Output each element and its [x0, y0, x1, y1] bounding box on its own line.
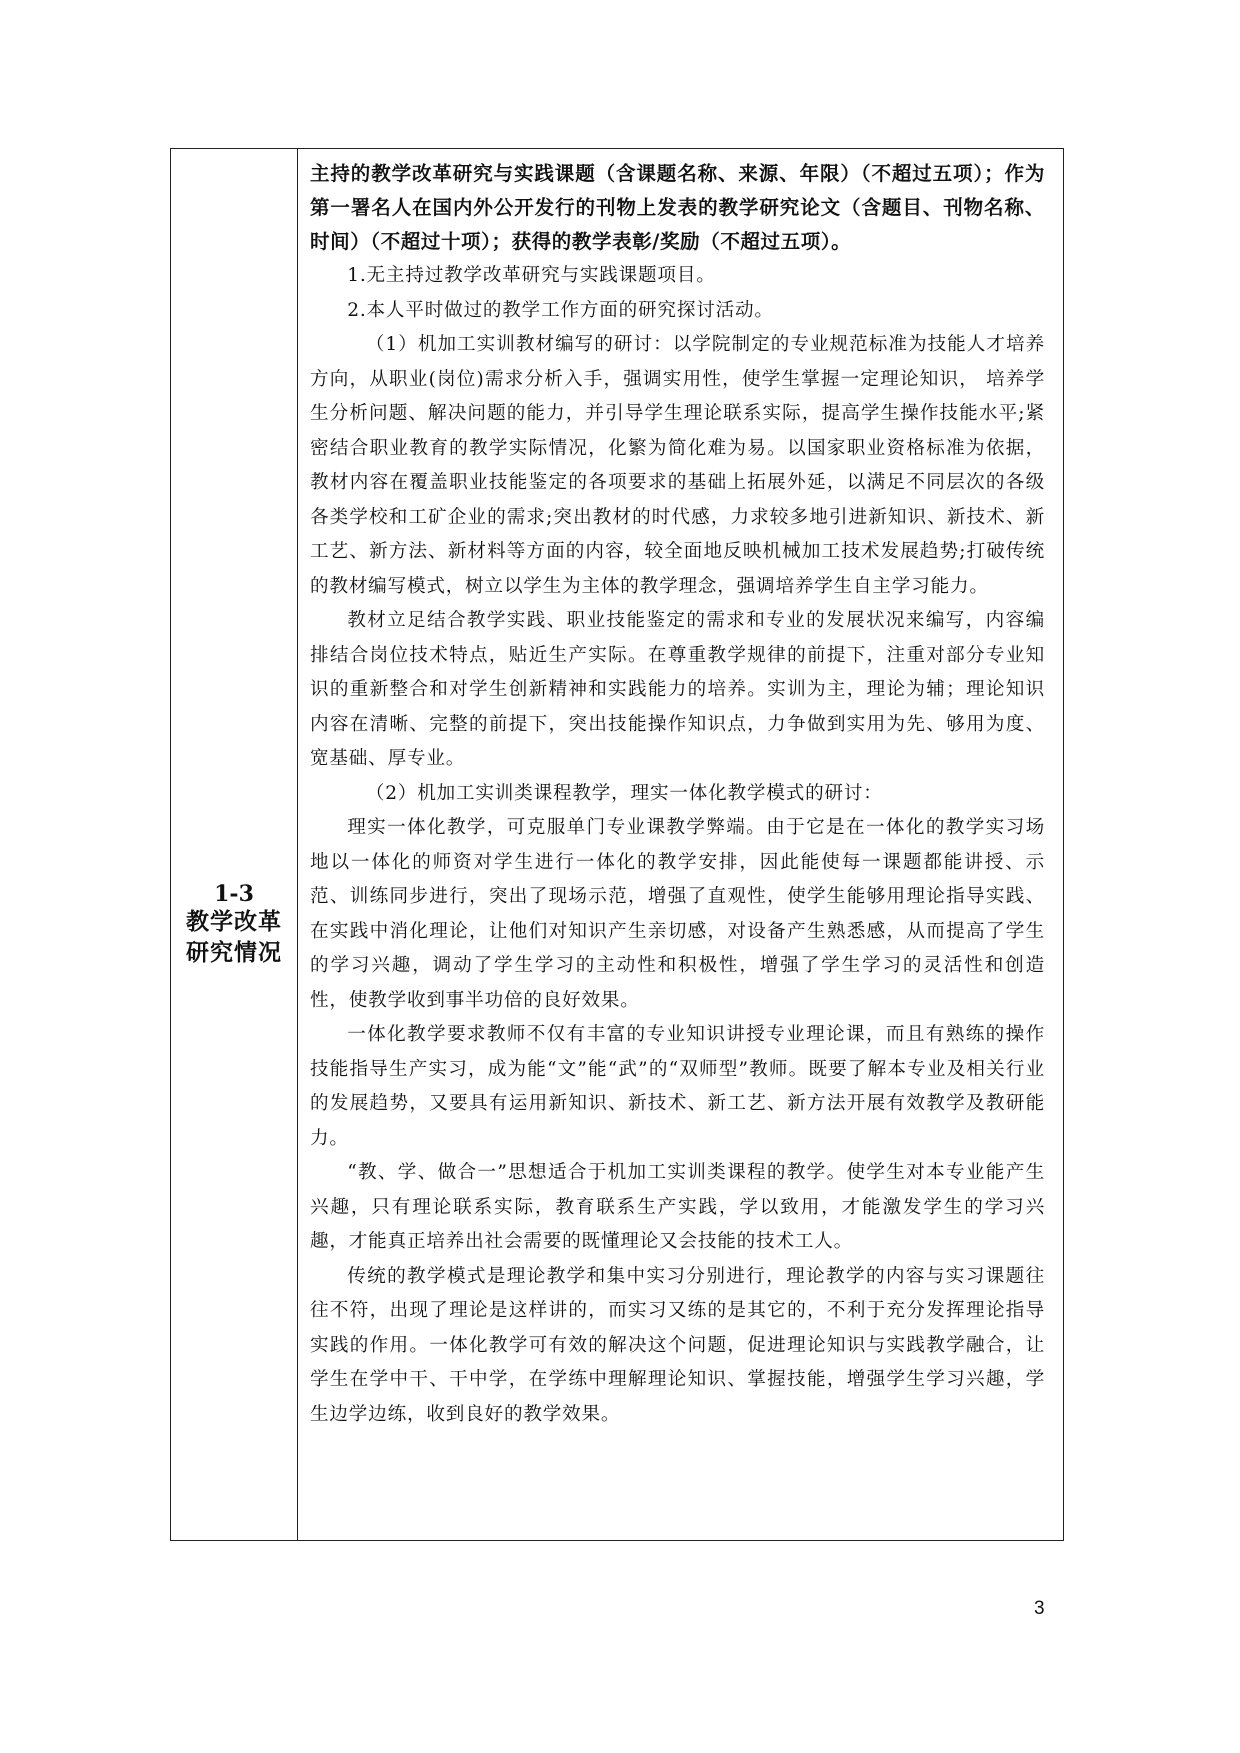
paragraph-6: 理实一体化教学，可克服单门专业课教学弊端。由于它是在一体化的教学实习场地以一体化的师资对学生进行一体化的教学安排，因此能使每一课题都能讲授、示范、训练同步进行，突出了现场示范，增强了直观性，使学生能够用理论指导实践、在实践中消化理论，让他们对知识产生亲切感，对设备产生熟悉感，从而提高了学生的学习兴趣，调动了学生学习的主动性和积极性，增强了学生学习的灵活性和创造性，使教学收到事半功倍的良好效果。	[310, 817, 1045, 1011]
paragraph-4: 教材立足结合教学实践、职业技能鉴定的需求和专业的发展状况来编写，内容编排结合岗位技术特点，贴近生产实际。在尊重教学规律的前提下，注重对部分专业知识的重新整合和对学生创新精神和实践能力的培养。实训为主，理论为辅；理论知识内容在清晰、完整的前提下，突出技能操作知识点，力争做到实用为先、够用为度、宽基础、厚专业。	[310, 610, 1045, 769]
paragraph-8: “教、学、做合一”思想适合于机加工实训类课程的教学。使学生对本专业能产生兴趣，只有理论联系实际，教育联系生产实践，学以致用，才能激发学生的学习兴趣，才能真正培养出社会需要的既懂理论又会技能的技术工人。	[310, 1162, 1045, 1252]
paragraph-1: 1.无主持过教学改革研究与实践课题项目。	[347, 265, 716, 286]
paragraph-2: 2.本人平时做过的教学工作方面的研究探讨活动。	[347, 299, 774, 321]
section-instructions: 主持的教学改革研究与实践课题（含课题名称、来源、年限）（不超过五项）；作为第一署名人在国内外公开发行的刊物上发表的教学研究论文（含题目、刊物名称、时间）（不超过十项）；获得的教学表彰/奖励（不超过五项）。	[310, 162, 1045, 253]
section-title: 教学改革研究情况	[186, 908, 282, 966]
page-number: 3	[1034, 1598, 1045, 1619]
paragraph-7: 一体化教学要求教师不仅有丰富的专业知识讲授专业理论课，而且有熟练的操作技能指导生产实习，成为能“文”能“武”的“双师型”教师。既要了解本专业及相关行业的发展趋势，又要具有运用新知识、新技术、新工艺、新方法开展有效教学及教研能力。	[310, 1024, 1045, 1149]
section-label-cell	[171, 149, 298, 1540]
paragraph-5: （2）机加工实训类课程教学，理实一体化教学模式的研讨：	[365, 782, 883, 804]
paragraph-3: （1）机加工实训教材编写的研讨：以学院制定的专业规范标准为技能人才培养方向，从职业(岗位)需求分析入手，强调实用性，使学生掌握一定理论知识， 培养学生分析问题、解决问题的能力，并引导学生理论联系实际，提高学生操作技能水平;紧密结合职业教育的教学实际情况，化繁为简化难为易。以国家职业资格标准为依据，教材内容在覆盖职业技能鉴定的各项要求的基础上拓展外延，以满足不同层次的各级各类学校和工矿企业的需求;突出教材的时代感，力求较多地引进新知识、新技术、新工艺、新方法、新材料等方面的内容，较全面地反映机械加工技术发展趋势;打破传统的教材编写模式，树立以学生为主体的教学理念，强调培养学生自主学习能力。	[310, 334, 1045, 597]
content-cell	[298, 149, 1063, 1540]
section-code: 1-3	[214, 880, 254, 907]
paragraph-9: 传统的教学模式是理论教学和集中实习分别进行，理论教学的内容与实习课题往往不符，出现了理论是这样讲的，而实习又练的是其它的，不利于充分发挥理论指导实践的作用。一体化教学可有效的解决这个问题，促进理论知识与实践教学融合，让学生在学中干、干中学，在学练中理解理论知识、掌握技能，增强学生学习兴趣，学生边学边练，收到良好的教学效果。	[310, 1265, 1045, 1425]
form-table	[170, 148, 1064, 1541]
